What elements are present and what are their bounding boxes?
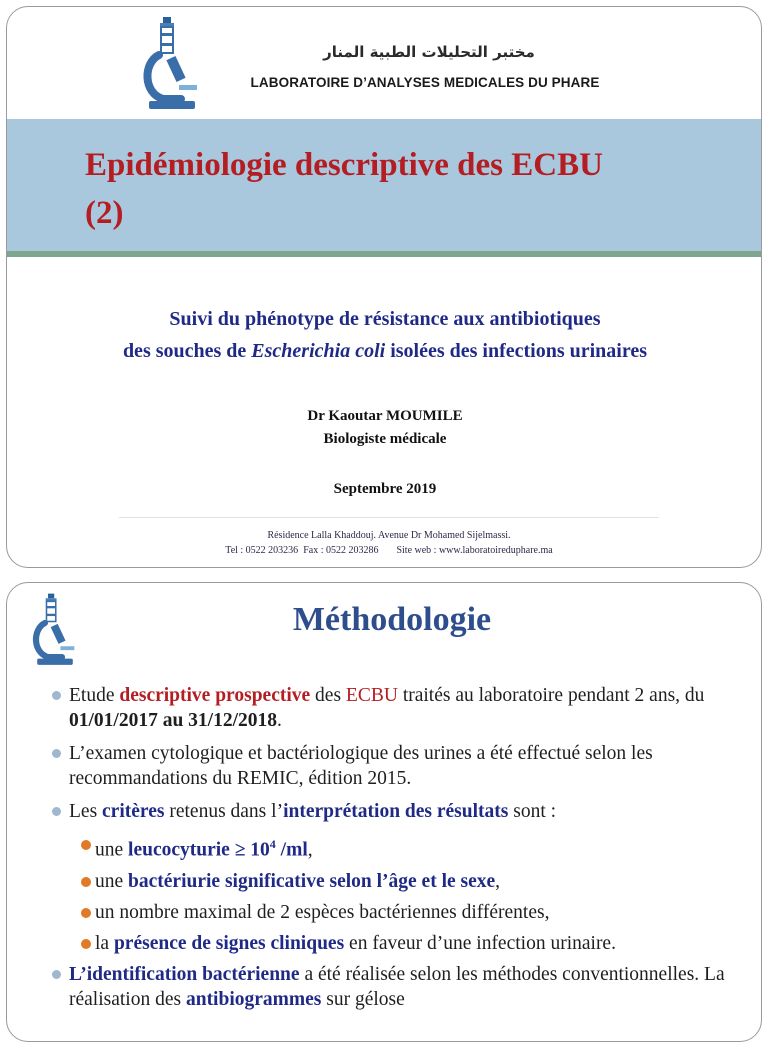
author-role: Biologiste médicale bbox=[323, 431, 447, 447]
sub-list-item: une leucocyturie ≥ $10^4$ /ml, bbox=[37, 832, 737, 863]
methodology-slide bbox=[6, 582, 762, 1042]
slide-title: Méthodologie bbox=[292, 601, 492, 638]
title-band bbox=[7, 119, 762, 251]
slide-title: Epidémiologie descriptive des ECBU (2) bbox=[85, 147, 603, 231]
lab-name-french: LABORATOIRE D’ANALYSES MEDICALES DU PHARE bbox=[250, 75, 600, 90]
footer-contact bbox=[119, 517, 659, 559]
sub-list-item: une bactériurie significative selon l’âge et le sexe, bbox=[37, 869, 737, 894]
subtitle: Suivi du phénotype de résistance aux antibiotiques des souches de Escherichia coli isolées des infections urinaires bbox=[122, 308, 648, 362]
footer-fax: Fax : 0522 203286 bbox=[303, 545, 379, 556]
presentation-date: Septembre 2019 bbox=[333, 481, 437, 497]
sub-list-item: la présence de signes cliniques en faveur d’une infection urinaire. bbox=[37, 931, 737, 956]
title-band-rule bbox=[7, 251, 762, 257]
species-name: Escherichia coli bbox=[251, 340, 386, 362]
title-slide bbox=[6, 6, 762, 568]
footer-tel: Tel : 0522 203236 bbox=[225, 545, 299, 556]
lighthouse-microscope-logo-icon bbox=[31, 591, 79, 669]
footer-web: Site web : www.laboratoireduphare.ma bbox=[396, 545, 553, 556]
methodology-content bbox=[37, 683, 737, 1020]
list-item: Etude descriptive prospective des ECBU traités au laboratoire pendant 2 ans, du 01/01/2017 au 31/12/2018. bbox=[37, 683, 737, 733]
list-item: L’identification bactérienne a été réalisée selon les méthodes conventionnelles. La réalisation des antibiogrammes sur gélose bbox=[37, 962, 737, 1012]
list-item: Les critères retenus dans l’interprétation des résultats sont : bbox=[37, 799, 737, 824]
lab-name-arabic: مختبر التحليلات الطبية المنار bbox=[323, 43, 535, 61]
sub-list-item: un nombre maximal de 2 espèces bactériennes différentes, bbox=[37, 900, 737, 925]
author-block bbox=[235, 405, 535, 451]
lighthouse-microscope-logo-icon bbox=[141, 15, 203, 113]
author-name: Dr Kaoutar MOUMILE bbox=[307, 408, 463, 424]
footer-address: Résidence Lalla Khaddouj. Avenue Dr Mohamed Sijelmassi. bbox=[267, 530, 511, 541]
list-item: L’examen cytologique et bactériologique des urines a été effectué selon les recommandations du REMIC, édition 2015. bbox=[37, 741, 737, 791]
